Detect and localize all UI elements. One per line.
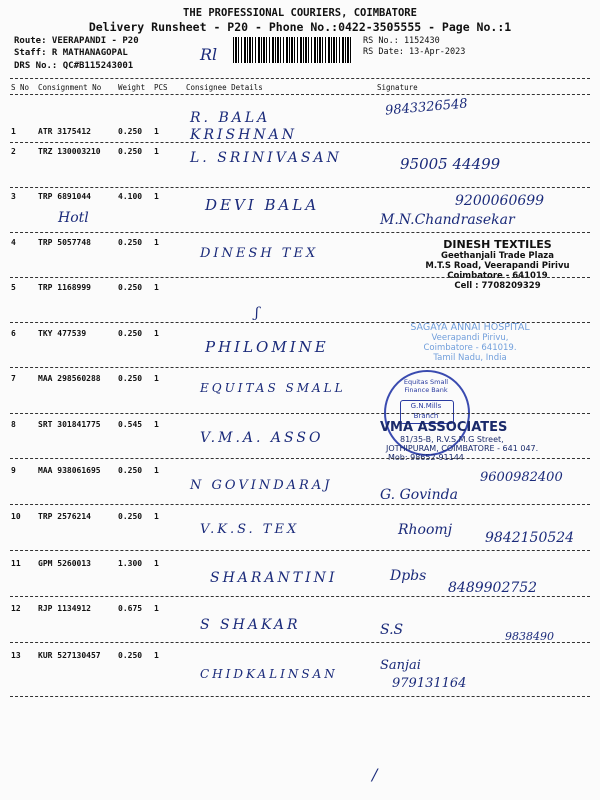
row-divider	[10, 232, 590, 233]
signature-scribble: G. Govinda	[380, 487, 458, 503]
row-signature: 95005 44499	[400, 155, 501, 173]
row-consignment: GPM 5260013	[38, 559, 91, 568]
row-weight: 0.250	[118, 283, 143, 292]
row-sno: 3	[11, 192, 16, 201]
row-weight: 0.250	[118, 512, 143, 521]
row-weight: 1.300	[118, 559, 143, 568]
row-signature: 9842150524	[485, 530, 575, 546]
signature-scribble: M.N.Chandrasekar	[380, 212, 515, 228]
col-consignment: Consignment No	[38, 83, 102, 92]
row-consignee: DEVI BALA	[205, 196, 320, 214]
row-sno: 9	[11, 466, 16, 475]
row-sno: 6	[11, 329, 16, 338]
row-consignee: S SHAKAR	[200, 617, 301, 633]
row-pcs: 1	[154, 147, 159, 156]
row-pcs: 1	[154, 420, 159, 429]
route-label: Route: VEERAPANDI - P20	[14, 36, 139, 46]
row-consignee: SHARANTINI	[210, 570, 338, 586]
row-sno: 13	[11, 651, 21, 660]
row-pcs: 1	[154, 127, 159, 136]
row-consignment: TRP 1168999	[38, 283, 91, 292]
row-consignment: MAA 938061695	[38, 466, 101, 475]
stamp-line: VMA ASSOCIATES	[380, 420, 508, 435]
row-consignee: V.K.S. TEX	[200, 522, 300, 537]
row-pcs: 1	[154, 238, 159, 247]
row-sno: 10	[11, 512, 21, 521]
row-weight: 0.250	[118, 466, 143, 475]
staff-label: Staff: R MATHANAGOPAL	[14, 48, 128, 58]
row-consignment: TRP 6891044	[38, 192, 91, 201]
row-divider	[10, 413, 590, 414]
row-divider	[10, 187, 590, 188]
row-signature: 979131164	[392, 676, 467, 691]
stamp-line: G.N.Mills	[410, 402, 442, 410]
row-divider	[10, 504, 590, 505]
row-signature: 8489902752	[448, 580, 538, 596]
row-signature: 9838490	[505, 630, 554, 643]
col-signature: Signature	[377, 83, 418, 92]
scribble-mark: ʃ	[255, 305, 259, 321]
row-signature: 9200060699	[455, 193, 545, 209]
row-consignee: R. BALA KRISHNAN	[190, 110, 297, 143]
stamp-line: Branch	[413, 412, 439, 420]
row-sno: 12	[11, 604, 21, 613]
row-sno: 7	[11, 374, 16, 383]
scribble-mark: /	[372, 765, 378, 784]
stamp-line: M.T.S Road, Veerapandi Pirivu	[425, 261, 570, 271]
row-pcs: 1	[154, 283, 159, 292]
stamp-line: Tamil Nadu, India	[433, 353, 507, 363]
row-sno: 5	[11, 283, 16, 292]
rs-number: RS No.: 1152430	[363, 36, 440, 46]
row-note: Hotl	[58, 210, 89, 226]
row-weight: 0.545	[118, 420, 143, 429]
row-consignee: EQUITAS SMALL	[200, 381, 346, 395]
row-pcs: 1	[154, 651, 159, 660]
row-consignment: SRT 301841775	[38, 420, 101, 429]
row-consignee: V.M.A. ASSO	[200, 430, 324, 446]
stamp-line: Coimbatore - 641019.	[423, 343, 517, 353]
col-sno: S No	[11, 83, 30, 92]
col-weight: Weight	[118, 83, 146, 92]
divider	[10, 94, 590, 95]
row-consignee: CHIDKALINSAN	[200, 667, 338, 681]
row-pcs: 1	[154, 192, 159, 201]
row-consignment: TRZ 130003210	[38, 147, 101, 156]
stamp-line: Veerapandi Pirivu,	[431, 333, 509, 343]
vma-associates-stamp	[380, 420, 580, 462]
signature-scribble: Rhoomj	[398, 522, 453, 538]
row-consignment: KUR 527130457	[38, 651, 101, 660]
row-consignee: N GOVINDARAJ	[190, 478, 333, 493]
signature-scribble: Dpbs	[390, 568, 427, 584]
row-consignment: RJP 1134912	[38, 604, 91, 613]
row-pcs: 1	[154, 512, 159, 521]
row-weight: 0.250	[118, 329, 143, 338]
stamp-line: SAGAYA ANNAI HOSPITAL	[410, 322, 530, 333]
divider	[10, 78, 590, 79]
row-sno: 1	[11, 127, 16, 136]
row-divider	[10, 277, 590, 278]
row-weight: 0.250	[118, 374, 143, 383]
row-signature: 9843326548	[384, 96, 469, 119]
stamp-line: Cell : 7708209329	[454, 281, 541, 291]
row-divider	[10, 367, 590, 368]
row-divider	[10, 550, 590, 551]
row-divider	[10, 142, 590, 143]
row-consignment: ATR 3175412	[38, 127, 91, 136]
handwritten-initial: Rl	[200, 45, 218, 64]
row-consignee: DINESH TEX	[200, 246, 319, 261]
row-weight: 0.250	[118, 238, 143, 247]
row-pcs: 1	[154, 604, 159, 613]
company-title: THE PROFESSIONAL COURIERS, COIMBATORE	[183, 7, 417, 19]
dinesh-textiles-stamp	[410, 238, 585, 291]
row-weight: 4.100	[118, 192, 143, 201]
stamp-line: 81/35-B, R.V.S.M.G Street,	[400, 435, 504, 444]
stamp-line: Coimbatore - 641019	[447, 271, 548, 281]
row-divider	[10, 696, 590, 697]
row-sno: 4	[11, 238, 16, 247]
rs-date: RS Date: 13-Apr-2023	[363, 47, 466, 57]
row-consignee: L. SRINIVASAN	[190, 150, 342, 166]
row-weight: 0.675	[118, 604, 143, 613]
barcode-image	[233, 37, 353, 63]
row-pcs: 1	[154, 559, 159, 568]
row-signature: 9600982400	[480, 470, 563, 485]
signature-scribble: Sanjai	[380, 658, 421, 673]
signature-scribble: S.S	[380, 622, 404, 638]
row-consignment: TRP 5057748	[38, 238, 91, 247]
row-weight: 0.250	[118, 127, 143, 136]
runsheet-title: Delivery Runsheet - P20 - Phone No.:0422-3505555 - Page No.:1	[88, 20, 512, 34]
row-consignment: MAA 298560288	[38, 374, 101, 383]
row-sno: 11	[11, 559, 21, 568]
stamp-line: Geethanjali Trade Plaza	[440, 251, 554, 261]
sagaya-hospital-stamp	[380, 322, 560, 363]
col-consignee: Consignee Details	[186, 83, 263, 92]
row-consignment: TRP 2576214	[38, 512, 91, 521]
row-sno: 2	[11, 147, 16, 156]
row-consignee: PHILOMINE	[205, 338, 329, 356]
row-pcs: 1	[154, 374, 159, 383]
drs-label: DRS No.: QC#B115243001	[14, 61, 134, 71]
stamp-line: DINESH TEXTILES	[443, 238, 552, 251]
row-consignment: TKY 477539	[38, 329, 87, 338]
stamp-line: Mob: 98652-91144	[388, 453, 464, 462]
row-weight: 0.250	[118, 651, 143, 660]
col-pcs: PCS	[154, 83, 168, 92]
row-divider	[10, 458, 590, 459]
row-divider	[10, 642, 590, 643]
row-pcs: 1	[154, 466, 159, 475]
row-divider	[10, 596, 590, 597]
stamp-line: JOTHIPURAM, COIMBATORE - 641 047.	[386, 444, 539, 453]
stamp-line: Equitas Small Finance Bank	[403, 378, 449, 394]
row-sno: 8	[11, 420, 16, 429]
row-weight: 0.250	[118, 147, 143, 156]
row-pcs: 1	[154, 329, 159, 338]
